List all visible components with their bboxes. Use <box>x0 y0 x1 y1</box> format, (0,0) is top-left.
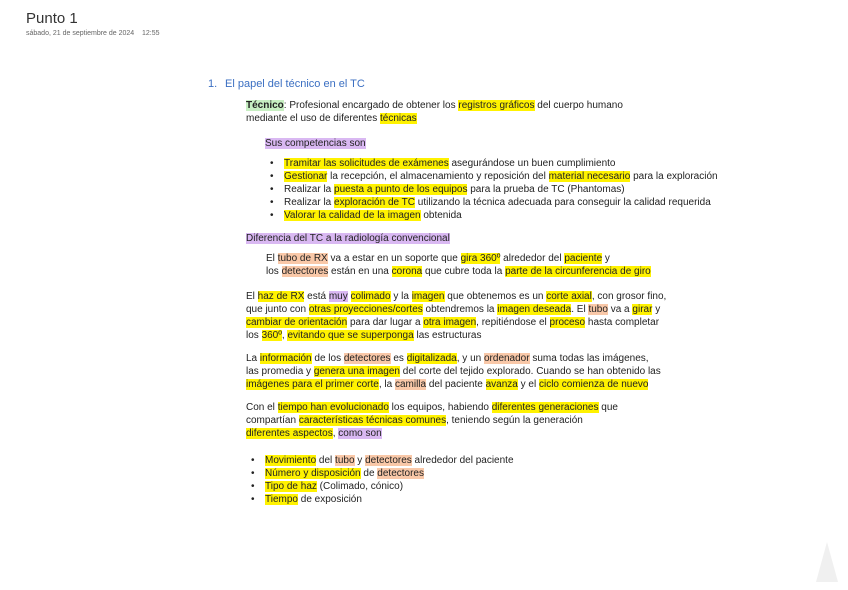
text: Con el <box>246 402 278 413</box>
text: , la <box>378 379 395 390</box>
list-item <box>246 480 728 493</box>
highlight: otras proyecciones/cortes <box>308 304 423 315</box>
text: y la <box>390 291 412 302</box>
highlight: muy <box>328 291 348 302</box>
highlight: avanza <box>485 379 518 390</box>
highlight: información <box>259 353 312 364</box>
list-item <box>265 157 728 170</box>
page-title: Punto 1 <box>26 10 78 27</box>
highlight: Tramitar las solicitudes de exámenes <box>284 158 449 169</box>
highlight: exploración de TC <box>334 197 416 208</box>
text: alrededor del paciente <box>411 455 514 466</box>
list-item <box>265 183 728 196</box>
text: y <box>602 253 610 264</box>
highlight: corte axial <box>546 291 592 302</box>
text: va a estar en un soporte que <box>327 253 461 264</box>
text: que junto con <box>246 304 309 315</box>
list-item <box>265 196 728 209</box>
text: El <box>246 291 258 302</box>
text: mediante el uso de diferentes <box>246 113 380 124</box>
paragraph-evolucion <box>246 401 728 440</box>
text: obtenida <box>420 210 462 221</box>
highlight: imagen deseada <box>497 304 572 315</box>
text: están en una <box>328 266 392 277</box>
heading-number: 1. <box>208 78 218 90</box>
highlight: girar <box>632 304 653 315</box>
list-item <box>265 209 728 222</box>
text: que cubre toda la <box>422 266 506 277</box>
text: del corte del tejido explorado. Cuando se han obtenido las <box>400 366 661 377</box>
competencias-list-wrap <box>265 157 728 222</box>
text: las estructuras <box>413 330 482 341</box>
term-tecnico: Técnico <box>246 100 284 111</box>
text: obtendremos la <box>422 304 498 315</box>
text: de los <box>311 353 344 364</box>
pen-mark-icon <box>814 540 840 584</box>
competencias-block <box>265 137 728 150</box>
text: para dar lugar a <box>347 317 424 328</box>
highlight: corona <box>391 266 423 277</box>
highlight: otra imagen <box>423 317 477 328</box>
text: hasta completar <box>585 317 660 328</box>
page-date: sábado, 21 de septiembre de 2024 <box>26 30 135 37</box>
highlight: como son <box>338 428 382 439</box>
highlight: ordenador <box>483 353 530 364</box>
highlight: tubo de RX <box>277 253 328 264</box>
competencias-list <box>265 157 728 222</box>
highlight: Número y disposición <box>265 468 361 479</box>
highlight: Tiempo <box>265 494 298 505</box>
text: de exposición <box>297 494 362 505</box>
text: Realizar la <box>284 184 335 195</box>
text: para la exploración <box>630 171 718 182</box>
text: para la prueba de TC (Phantomas) <box>467 184 625 195</box>
highlight: material necesario <box>548 171 631 182</box>
highlight: parte de la circunferencia de giro <box>505 266 651 277</box>
highlight: Movimiento <box>265 455 317 466</box>
highlight: tubo <box>335 455 355 466</box>
text: es <box>390 353 407 364</box>
text: del cuerpo humano <box>534 100 623 111</box>
text: del paciente <box>426 379 486 390</box>
highlight: evitando que se superponga <box>287 330 414 341</box>
highlight: registros gráficos <box>458 100 535 111</box>
competencias-title: Sus competencias son <box>265 138 366 149</box>
tecnico-line-2 <box>246 112 728 125</box>
text: Realizar la <box>284 197 335 208</box>
text: los <box>246 330 262 341</box>
text: La <box>246 353 260 364</box>
highlight: ciclo comienza de nuevo <box>538 379 649 390</box>
text: y el <box>517 379 539 390</box>
text: va a <box>607 304 633 315</box>
list-item <box>265 170 728 183</box>
highlight: detectores <box>365 455 412 466</box>
highlight: tiempo han evolucionado <box>277 402 389 413</box>
text: la recepción, el almacenamiento y reposición del <box>327 171 549 182</box>
highlight: Gestionar <box>284 171 328 182</box>
highlight: genera una imagen <box>313 366 400 377</box>
section-heading <box>208 78 728 91</box>
highlight: imágenes para el primer corte <box>246 379 379 390</box>
highlight: puesta a punto de los equipos <box>334 184 468 195</box>
list-item <box>246 454 728 467</box>
text: , y un <box>456 353 484 364</box>
diferencia-block <box>246 232 728 278</box>
text: del <box>316 455 336 466</box>
highlight: diferentes generaciones <box>491 402 599 413</box>
text: utilizando la técnica adecuada para conseguir la calidad requerida <box>415 197 711 208</box>
highlight: 360º <box>261 330 282 341</box>
text: los equipos, habiendo <box>388 402 492 413</box>
diferencia-title: Diferencia del TC a la radiología convencional <box>246 233 450 244</box>
tecnico-line-1 <box>246 99 728 112</box>
aspectos-list-wrap <box>246 454 728 506</box>
highlight: imagen <box>411 291 445 302</box>
text: que obtenemos es un <box>444 291 547 302</box>
highlight: detectores <box>377 468 424 479</box>
text: , con grosor fino, <box>591 291 667 302</box>
text: suma todas las imágenes, <box>529 353 649 364</box>
text: y <box>354 455 366 466</box>
highlight: proceso <box>549 317 586 328</box>
text: de <box>360 468 378 479</box>
text: alrededor del <box>500 253 565 264</box>
text: , <box>332 428 339 439</box>
text: . El <box>571 304 589 315</box>
highlight: técnicas <box>379 113 417 124</box>
highlight: cambiar de orientación <box>246 317 348 328</box>
text: El <box>266 253 278 264</box>
highlight: digitalizada <box>406 353 457 364</box>
highlight: tubo <box>588 304 608 315</box>
text: los <box>266 266 282 277</box>
diferencia-body <box>266 252 728 278</box>
text: , teniendo según la generación <box>446 415 583 426</box>
list-item <box>246 493 728 506</box>
text: (Colimado, cónico) <box>316 481 404 492</box>
highlight: Tipo de haz <box>265 481 317 492</box>
text: compartían <box>246 415 299 426</box>
text: asegurándose un buen cumplimiento <box>448 158 616 169</box>
list-item <box>246 467 728 480</box>
aspectos-list <box>246 454 728 506</box>
text: las promedia y <box>246 366 314 377</box>
text: , repitiéndose el <box>476 317 550 328</box>
highlight: camilla <box>394 379 427 390</box>
highlight: Valorar la calidad de la imagen <box>284 210 421 221</box>
paragraph-informacion <box>246 352 728 391</box>
text: : Profesional encargado de obtener los <box>283 100 459 111</box>
highlight: colimado <box>350 291 391 302</box>
note-content[interactable] <box>208 78 728 506</box>
page-time: 12:55 <box>142 30 160 37</box>
text: , <box>281 330 288 341</box>
highlight: características técnicas comunes <box>298 415 447 426</box>
text: y <box>652 304 661 315</box>
highlight: detectores <box>343 353 391 364</box>
highlight: paciente <box>564 253 603 264</box>
highlight: gira 360º <box>460 253 501 264</box>
text: está <box>304 291 329 302</box>
text: que <box>598 402 618 413</box>
highlight: haz de RX <box>257 291 305 302</box>
paragraph-haz <box>246 290 728 342</box>
tecnico-block <box>246 99 728 125</box>
highlight: detectores <box>281 266 329 277</box>
heading-text: El papel del técnico en el TC <box>225 78 365 90</box>
highlight: diferentes aspectos <box>246 428 333 439</box>
